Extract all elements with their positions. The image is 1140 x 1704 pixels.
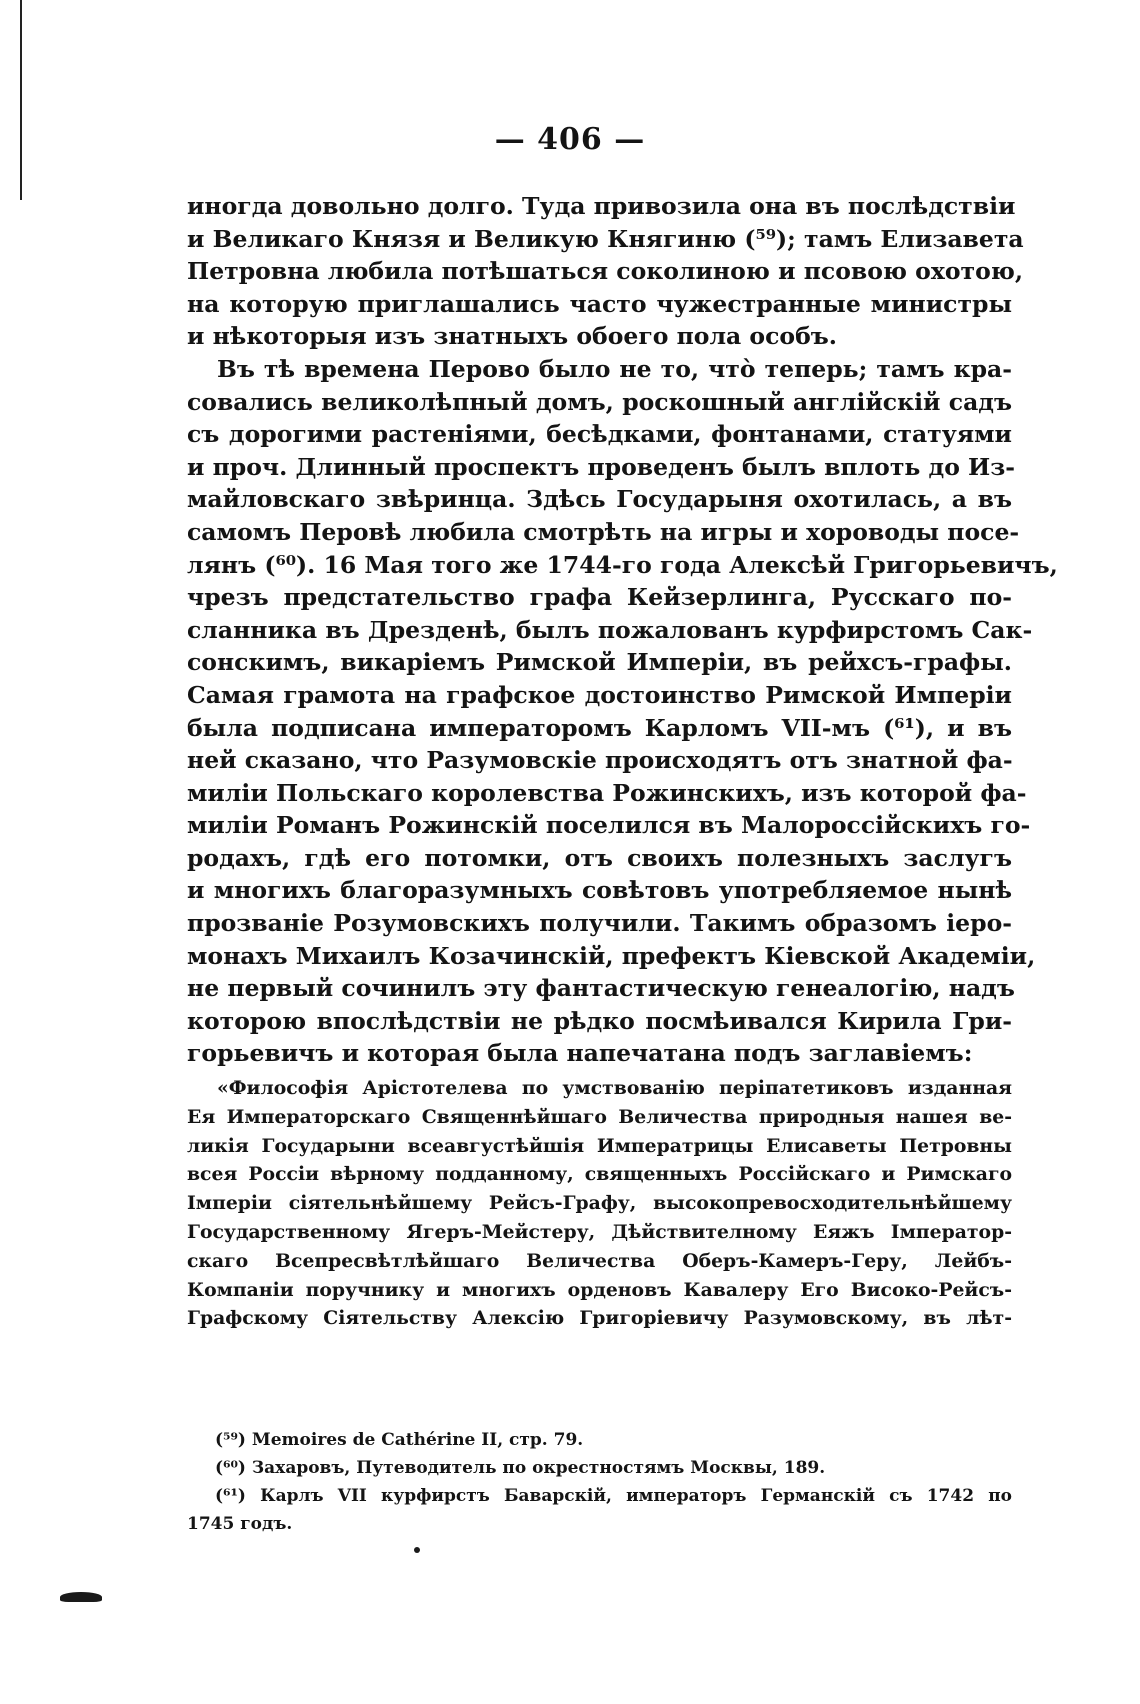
quote-line: Компаніи поручнику и многихъ орденовъ Кавалеру Его Високо-Рейсъ- xyxy=(187,1278,1012,1301)
body-text xyxy=(187,190,1058,1333)
footnote xyxy=(187,1426,1012,1454)
page-edge-mark xyxy=(60,1592,102,1602)
page-edge-line xyxy=(20,0,22,200)
footnote-marker: (⁶⁰) xyxy=(215,1458,246,1478)
text-line: Самая грамота на графское достоинство Римской Имперіи xyxy=(187,680,1012,709)
text-line: и Великаго Князя и Великую Княгиню (⁵⁹); тамъ Елизавета xyxy=(187,224,1024,253)
text-line: майловскаго звѣринца. Здѣсь Государыня охотилась, а въ xyxy=(187,485,1012,514)
footnote-text: Карлъ VII курфирстъ Баварскій, императоръ Германскій съ 1742 по xyxy=(260,1486,1012,1506)
text-line: съ дорогими растеніями, бесѣдками, фонтанами, статуями xyxy=(187,420,1012,449)
footnote xyxy=(187,1454,1012,1482)
footnote-text: Memoires de Cathérine II, стр. 79. xyxy=(251,1430,584,1450)
text-line: на которую приглашались часто чужестранные министры xyxy=(187,289,1012,318)
text-line: Петровна любила потѣшаться соколиною и псовою охотою, xyxy=(187,257,1024,286)
text-line: сланника въ Дрезденѣ, былъ пожалованъ курфирстомъ Сак- xyxy=(187,615,1033,644)
text-line: самомъ Перовѣ любила смотрѣть на игры и хороводы посе- xyxy=(187,517,1020,546)
text-line: прозваніе Розумовскихъ получили. Такимъ образомъ іеро- xyxy=(187,909,1012,938)
text-line: которою впослѣдствіи не рѣдко посмѣивался Кирила Гри- xyxy=(187,1006,1012,1035)
text-line: лянъ (⁶⁰). 16 Мая того же 1744-го года Алексѣй Григорьевичъ, xyxy=(187,550,1058,579)
text-line: горьевичъ и которая была напечатана подъ заглавіемъ: xyxy=(187,1039,973,1068)
text-line: родахъ, гдѣ его потомки, отъ своихъ полезныхъ заслугъ xyxy=(187,843,1012,872)
ink-dot xyxy=(414,1547,420,1553)
quote-line: всея Россіи вѣрному подданному, священныхъ Россійскаго и Римскаго xyxy=(187,1163,1012,1186)
quote-line: скаго Всепресвѣтлѣйшаго Величества Оберъ-Камеръ-Геру, Лейбъ- xyxy=(187,1249,1012,1272)
footnote-marker: (⁵⁹) xyxy=(215,1430,246,1450)
text-line: чрезъ предстательство графа Кейзерлинга, Русскаго по- xyxy=(187,583,1012,612)
text-line: иногда довольно долго. Туда привозила она въ послѣдствіи xyxy=(187,192,1016,220)
text-line: миліи Польскаго королевства Рожинскихъ, изъ которой фа- xyxy=(187,778,1027,807)
footnote xyxy=(187,1482,1012,1510)
quote-line: Государственному Ягеръ-Мейстеру, Дѣйствителному Еяжъ Імператор- xyxy=(187,1221,1012,1244)
paragraph xyxy=(187,190,1024,353)
text-line: совались великолѣпный домъ, роскошный англійскій садъ xyxy=(187,387,1012,416)
text-line: и проч. Длинный проспектъ проведенъ былъ вплоть до Из- xyxy=(187,452,1016,481)
footnotes xyxy=(187,1426,1012,1538)
text-line: сонскимъ, викаріемъ Римской Имперіи, въ рейхсъ-графы. xyxy=(187,648,1012,677)
quote-line: «Философія Арістотелева по умствованію періпатетиковъ изданная xyxy=(217,1077,1012,1100)
text-line: Въ тѣ времена Перово было не то, что̀ теперь; тамъ кра- xyxy=(217,354,1012,383)
text-line: была подписана императоромъ Карломъ VII-мъ (⁶¹), и въ xyxy=(187,713,1012,742)
page-number: — 406 — xyxy=(494,122,646,157)
footnote-marker: (⁶¹) xyxy=(215,1486,246,1506)
text-line: монахъ Михаилъ Козачинскій, префектъ Кіевской Академіи, xyxy=(187,941,1036,970)
text-line: не первый сочинилъ эту фантастическую генеалогію, надъ xyxy=(187,974,1015,1003)
block-quote xyxy=(187,1074,1012,1333)
quote-line: Імперіи сіятельнѣйшему Рейсъ-Графу, высокопревосходительнѣйшему xyxy=(187,1192,1012,1215)
text-line: миліи Романъ Рожинскій поселился въ Малороссійскихъ го- xyxy=(187,811,1031,840)
text-line: и многихъ благоразумныхъ совѣтовъ употребляемое нынѣ xyxy=(187,876,1012,905)
text-line: ней сказано, что Разумовскіе происходятъ отъ знатной фа- xyxy=(187,746,1013,775)
footnote-text: Захаровъ, Путеводитель по окрестностямъ Москвы, 189. xyxy=(251,1458,826,1478)
quote-line: ликія Государыни всеавгустѣйшія Императрицы Елисаветы Петровны xyxy=(187,1134,1012,1157)
text-line: и нѣкоторыя изъ знатныхъ обоего пола особъ. xyxy=(187,322,837,351)
quote-line: Ея Императорскаго Священнѣйшаго Величества природныя нашея ве- xyxy=(187,1105,1012,1128)
footnote-continuation: 1745 годъ. xyxy=(187,1514,293,1534)
paragraph xyxy=(187,353,1058,1070)
quote-line: Графскому Сіятельству Алексію Григоріевичу Разумовскому, въ лѣт- xyxy=(187,1307,1012,1330)
